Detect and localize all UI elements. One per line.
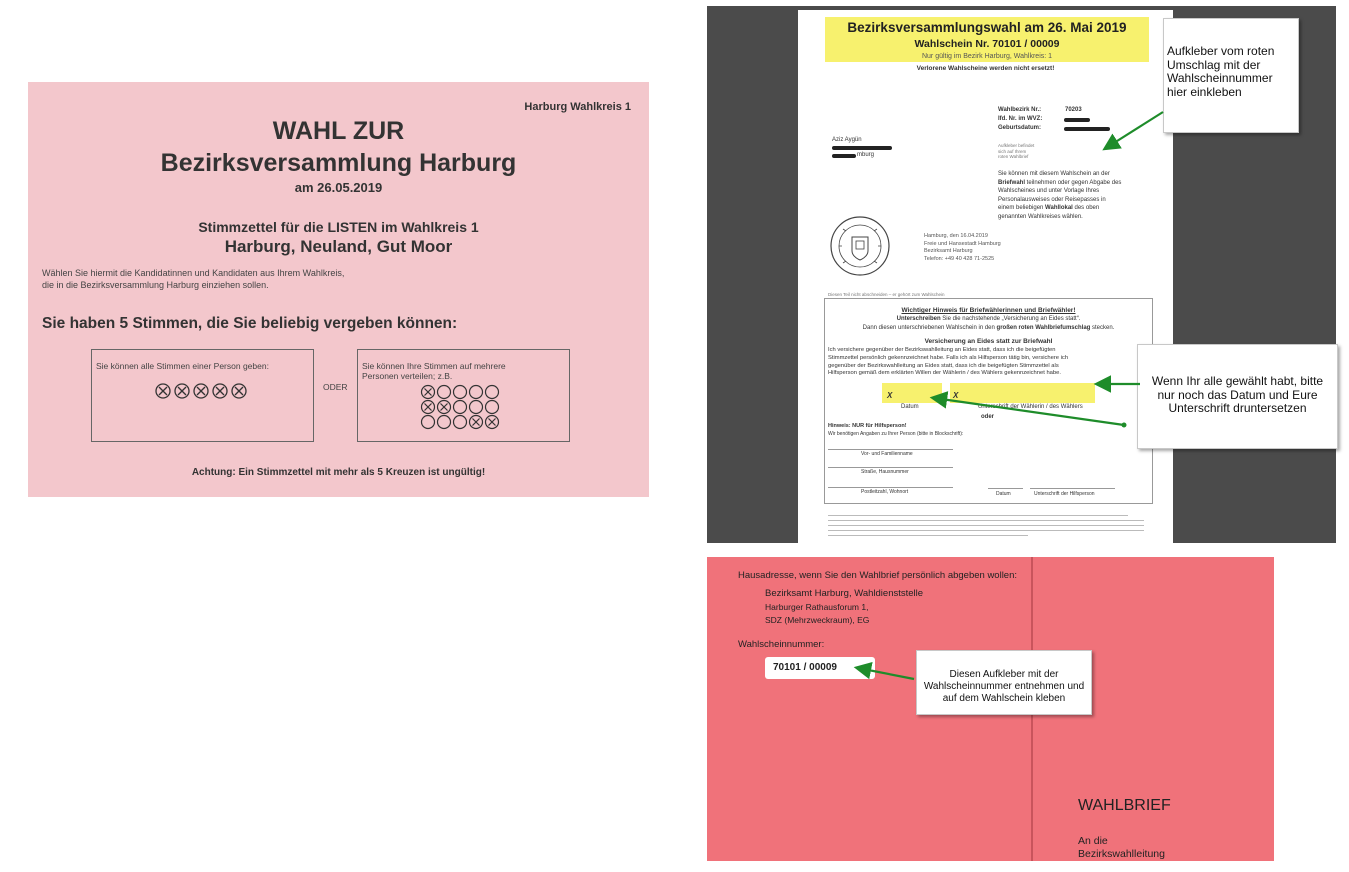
- oath-text: [828, 347, 1150, 378]
- ballot-intro: [42, 268, 442, 291]
- wahlscheinnummer-sticker[interactable]: 70101 / 00009: [765, 657, 875, 679]
- example-box-distributed-line1: Sie können Ihre Stimmen auf mehrere: [362, 361, 506, 371]
- footnote: [828, 515, 1148, 536]
- callout-sign-text: Wenn Ihr alle gewählt habt, bitte nur noch das Datum und Eure Unterschrift druntersetzen: [1151, 374, 1324, 415]
- sign-text: Sie die nachstehende „Versicherung an Eides statt“.: [940, 316, 1081, 322]
- wahlbrief-envelope: [707, 557, 1274, 861]
- wahlschein-valid-note: Nur gültig im Bezirk Harburg, Wahlkreis: 1: [921, 53, 1053, 60]
- address-line3: SDZ (Mehrzweckraum), EG: [765, 615, 870, 625]
- address-line1: Bezirksamt Harburg, Wahldienststelle: [765, 588, 924, 599]
- datum-label: Datum: [901, 404, 919, 410]
- lfd-nr-label: lfd. Nr. im WVZ:: [998, 116, 1043, 122]
- helper-note: Wir benötigen Angaben zu Ihrer Person (bitte in Blockschrift):: [828, 431, 964, 437]
- sticker-hint-2: sich auf Ihrem: [998, 148, 1027, 154]
- voter-city: mburg: [857, 152, 875, 158]
- oath-line: Hilfsperson gemäß dem erklärten Willen der Wählerin / des Wählers gekennzeichnet habe.: [828, 370, 1061, 377]
- body-line: [998, 179, 1148, 188]
- bezirksamt-seal-icon: [829, 215, 891, 277]
- signature-label: Unterschrift der Wählerin / des Wählers: [978, 404, 1083, 410]
- oath-line: gegenüber der Bezirkswahlleitung an Eides statt, dass ich die beigefügten Stimmzettel als: [828, 362, 1059, 369]
- form-line: [1030, 488, 1115, 489]
- body-text: teilnehmen oder gegen Abgabe des: [1025, 179, 1122, 186]
- helper-title: Hinweis: NUR für Hilfsperson!: [828, 423, 907, 429]
- callout-envelope-text: Diesen Aufkleber mit der Wahlscheinnummer entnehmen und auf dem Wahlschein kleben: [923, 669, 1085, 704]
- body-line: Sie können mit diesem Wahlschein an der: [998, 171, 1110, 177]
- sticker-hint-1: Aufkleber befindet: [998, 143, 1035, 148]
- ballot-votes-heading: Sie haben 5 Stimmen, die Sie beliebig vergeben können:: [42, 315, 458, 332]
- field-city-label: Postleitzahl, Wohnort: [861, 489, 909, 495]
- oder-label: oder: [981, 414, 995, 420]
- wahlbezirk-value: 70203: [1065, 107, 1082, 113]
- example-box-distributed: [357, 349, 570, 442]
- callout-sticker-text: Aufkleber vom roten Umschlag mit der Wahlscheinnummer hier einkleben: [1167, 44, 1275, 99]
- example-box-single: [91, 349, 314, 442]
- address-line2: Harburger Rathausforum 1,: [765, 602, 869, 612]
- cut-note: Diesen Teil nicht abschneiden – er gehört zum Wahlschein: [828, 292, 945, 297]
- authority-line: Bezirksamt Harburg: [924, 248, 973, 254]
- ballot-intro-line1: Wählen Sie hiermit die Kandidatinnen und Kandidaten aus Ihrem Wahlkreis,: [42, 268, 345, 278]
- ballot-subtitle-line2: Harburg, Neuland, Gut Moor: [224, 237, 453, 256]
- signature-x-mark: X: [953, 391, 959, 400]
- body-line: genannten Wahlkreises wählen.: [998, 213, 1083, 220]
- body-text: des oben: [1072, 205, 1100, 211]
- wahlschein-panel: [707, 6, 1336, 543]
- address-intro: Hausadresse, wenn Sie den Wahlbrief persönlich abgeben wollen:: [738, 570, 1018, 581]
- form-line: [828, 487, 953, 488]
- body-bold: Briefwahl: [998, 179, 1026, 186]
- oath-title: Versicherung an Eides statt zur Briefwahl: [924, 338, 1053, 345]
- form-line: [828, 467, 953, 468]
- redaction-mark: [832, 154, 856, 158]
- field-sig-label: Unterschrift der Hilfsperson: [1034, 491, 1095, 497]
- envelope-instruction: [824, 325, 1153, 333]
- place-date: Hamburg, den 16.04.2019: [924, 233, 988, 239]
- sign-bold: Unterschreiben: [896, 316, 941, 322]
- authority-block: [924, 233, 1001, 263]
- wahlschein-header: [825, 17, 1149, 62]
- form-line: [828, 449, 953, 450]
- ballot-title-line2: Bezirksversammlung Harburg: [160, 149, 517, 177]
- sticker-hint-3: roten Wahlbrief: [998, 154, 1029, 159]
- sticker-hint: [998, 143, 1034, 160]
- oath-line: Stimmzettel persönlich gekennzeichnet habe. Falls ich als Hilfsperson tätig bin, versichere ich: [828, 354, 1069, 361]
- authority-phone: Telefon: +49 40 428 71-2525: [924, 255, 995, 262]
- an-die: An die: [1078, 835, 1108, 847]
- field-name-label: Vor- und Familienname: [861, 451, 913, 457]
- ballot-warning: Achtung: Ein Stimmzettel mit mehr als 5 Kreuzen ist ungültig!: [191, 467, 486, 478]
- redaction-mark: [1064, 118, 1090, 122]
- wahlschein-lost-note: Verlorene Wahlscheine werden nicht ersetzt!: [916, 65, 1055, 72]
- callout-envelope-instruction: [916, 650, 1092, 715]
- then-text: Dann diesen unterschriebenen Wahlschein in den: [862, 325, 997, 331]
- body-text: einem beliebigen: [998, 205, 1046, 211]
- ballot-oder: ODER: [323, 382, 348, 392]
- crossed-circles-row-icon: [154, 382, 254, 400]
- ballot-date: am 26.05.2019: [294, 180, 383, 195]
- signature-field[interactable]: [950, 383, 1095, 403]
- recipient-block: [1078, 835, 1165, 861]
- redaction-mark: [1064, 127, 1110, 131]
- body-line: Personalausweises oder Reisepasses in: [998, 196, 1106, 203]
- wahlbezirk-label: Wahlbezirk Nr.:: [998, 107, 1042, 113]
- voter-name: Aziz Aygün: [832, 137, 862, 143]
- example-box-single-text: Sie können alle Stimmen einer Person geben:: [96, 361, 269, 371]
- recipient: Bezirkswahlleitung: [1078, 848, 1165, 860]
- ballot-wahlkreis: Harburg Wahlkreis 1: [524, 101, 631, 113]
- authority-line: Freie und Hansestadt Hamburg: [924, 240, 1001, 247]
- body-line: Wahlscheines und unter Vorlage Ihres: [998, 188, 1100, 194]
- ballot-title-line1: WAHL ZUR: [272, 117, 405, 145]
- number-label: Wahlscheinnummer:: [738, 639, 825, 650]
- redaction-mark: [832, 146, 892, 150]
- then-bold: großen roten Wahlbriefumschlag: [996, 325, 1091, 331]
- ballot-subtitle-line1: Stimmzettel für die LISTEN im Wahlkreis 1: [198, 219, 479, 235]
- wahlschein-document: [798, 10, 1173, 543]
- wahlschein-title: Bezirksversammlungswahl am 26. Mai 2019: [847, 20, 1127, 35]
- ballot-intro-line2: die in die Bezirksversammlung Harburg einziehen sollen.: [42, 279, 269, 290]
- geburtsdatum-label: Geburtsdatum:: [998, 125, 1042, 131]
- callout-sticker-instruction: [1163, 18, 1299, 133]
- wahlschein-number: Wahlschein Nr. 70101 / 00009: [914, 38, 1060, 50]
- sign-instruction: [824, 316, 1153, 324]
- circle-grid-icon: [420, 384, 510, 432]
- body-bold: Wahllokal: [1045, 205, 1073, 211]
- example-box-distributed-text: [362, 361, 506, 381]
- callout-sign-instruction: [1137, 344, 1338, 449]
- date-x-mark: X: [887, 391, 893, 400]
- wahlschein-body: [998, 170, 1148, 221]
- important-note: Wichtiger Hinweis für Briefwählerinnen und Briefwähler!: [901, 307, 1076, 314]
- then-text: stecken.: [1090, 325, 1115, 331]
- field-street-label: Straße, Hausnummer: [861, 469, 909, 475]
- oath-line: Ich versichere gegenüber der Bezirkswahlleitung an Eides statt, dass ich die beigefügten: [828, 347, 1056, 353]
- wahlbrief-label: WAHLBRIEF: [1078, 797, 1171, 814]
- form-line: [988, 488, 1023, 489]
- body-line: [998, 204, 1148, 213]
- field-date-label: Datum: [996, 491, 1011, 497]
- example-box-distributed-line2: Personen verteilen; z.B.: [362, 371, 453, 381]
- ballot-paper: [28, 82, 649, 497]
